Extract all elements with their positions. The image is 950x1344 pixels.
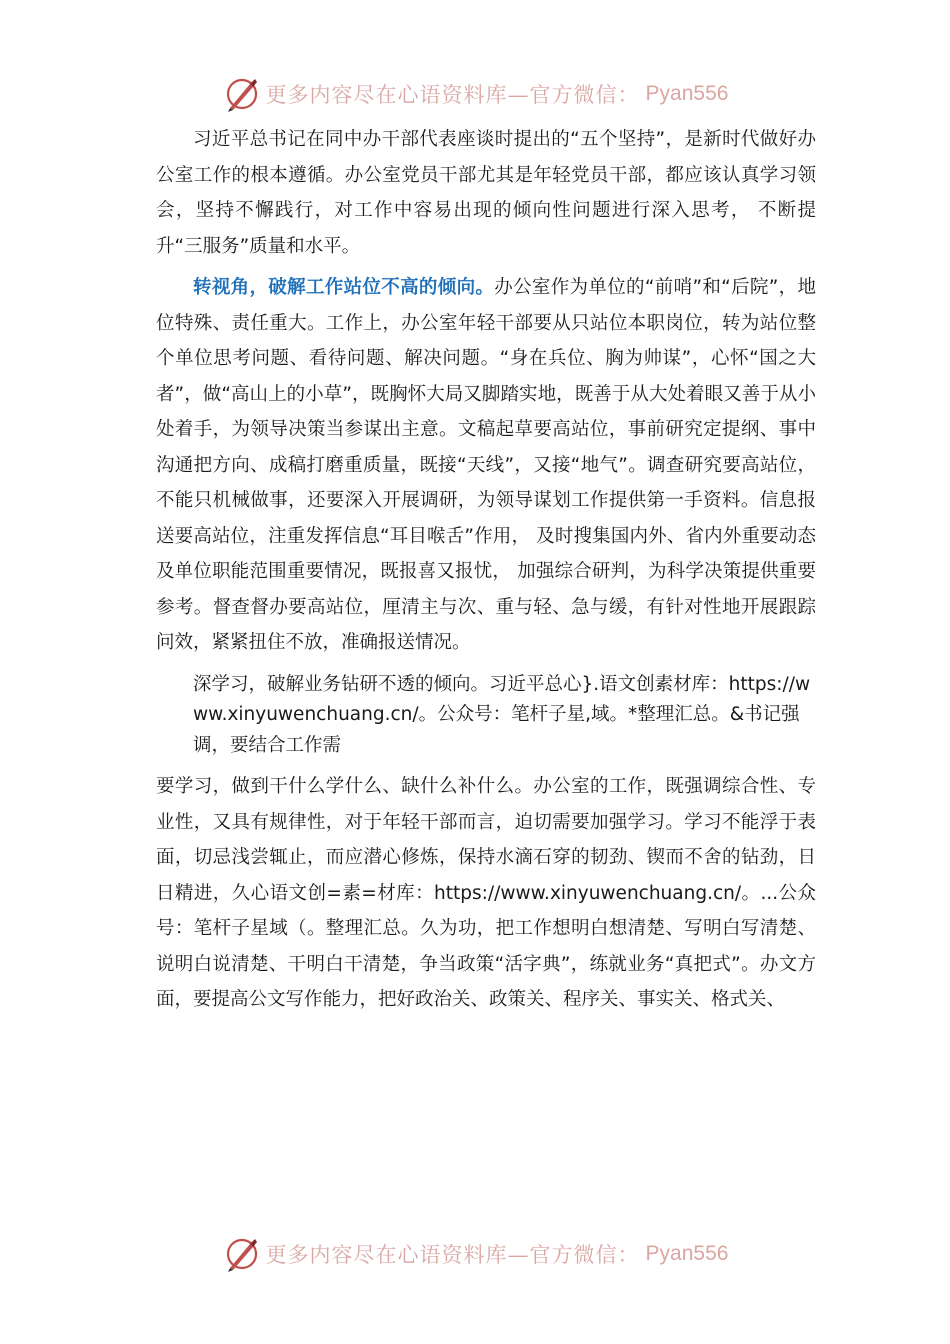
header-banner xyxy=(0,72,950,116)
pen-logo-icon xyxy=(222,1234,262,1274)
banner-text: 更多内容尽在心语资料库—官方微信： xyxy=(265,1243,640,1267)
banner-wechat-id: Pyan556 xyxy=(645,1242,729,1265)
banner xyxy=(222,1234,729,1274)
paragraph-lead-heading: 转视角，破解工作站位不高的倾向。 xyxy=(193,277,495,298)
paragraph-study-body: 要学习，做到干什么学什么、缺什么补什么。办公室的工作，既强调综合性、专业性，又具有规律性，对于年轻干部而言，迫切需要加强学习。学习不能浮于表面，切忌浅尝辄止，而应潜心修炼，保持水滴石穿的韧劲、锲而不舍的钻劲，日日精进，久心语文创=素=材库：https://www.xinyuwenchuang.cn/。...公众号：笔杆子星域（。整理汇总。久为功，把工作想明白想清楚、写明白写清楚、说明白说清楚、干明白干清楚，争当政策“活字典”，练就业务“真把式”。办文方面，要提高公文写作能力，把好政治关、政策关、程序关、事实关、格式关、 xyxy=(156,776,816,1010)
footer-banner xyxy=(0,1232,950,1276)
banner-text: 更多内容尽在心语资料库—官方微信： xyxy=(265,83,640,107)
banner-wechat-id: Pyan556 xyxy=(645,82,729,105)
document-body xyxy=(156,122,816,1018)
paragraph-study-block: 深学习，破解业务钻研不透的倾向。习近平总心}.语文创素材库：https://www.xinyuwenchuang.cn/。公众号：笔杆子星,域。*整理汇总。&书记强调，要结合工作需 xyxy=(193,673,811,756)
paragraph-perspective-body: 办公室作为单位的“前哨”和“后院”，地位特殊、责任重大。工作上，办公室年轻干部要从只站位本职岗位，转为站位整个单位思考问题、看待问题、解决问题。“身在兵位、胸为帅谋”，心怀“国之大者”，做“高山上的小草”，既胸怀大局又脚踏实地，既善于从大处着眼又善于从小处着手，为领导决策当参谋出主意。文稿起草要高站位，事前研究定提纲、事中沟通把方向、成稿打磨重质量，既接“天线”，又接“地气”。调查研究要高站位，不能只机械做事，还要深入开展调研，为领导谋划工作提供第一手资料。信息报送要高站位，注重发挥信息“耳目喉舌”作用， 及时搜集国内外、省内外重要动态及单位职能范围重要情况，既报喜又报忧， 加强综合研判，为科学决策提供重要参考。督查督办要高站位，厘清主与次、重与轻、急与缓，有针对性地开展跟踪问效，紧紧扭住不放，准确报送情况。 xyxy=(156,277,816,653)
paragraph-intro: 习近平总书记在同中办干部代表座谈时提出的“五个坚持”，是新时代做好办公室工作的根本遵循。办公室党员干部尤其是年轻党员干部，都应该认真学习领会，坚持不懈践行，对工作中容易出现的倾向性问题进行深入思考， 不断提升“三服务”质量和水平。 xyxy=(156,129,816,257)
banner xyxy=(222,74,729,114)
pen-logo-icon xyxy=(222,74,262,114)
paragraph-perspective xyxy=(156,270,816,661)
